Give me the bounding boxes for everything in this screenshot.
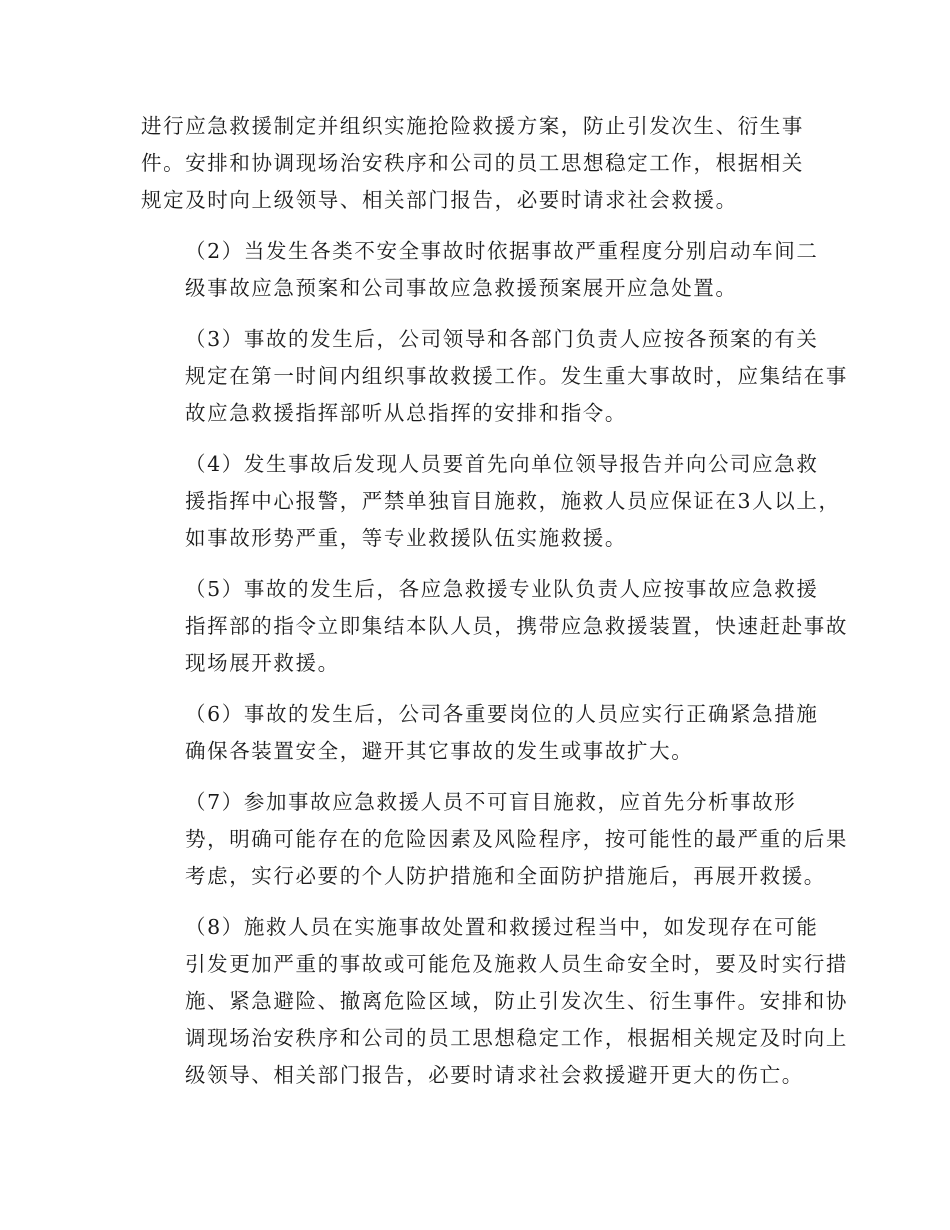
paragraph-line: 如事故形势严重，等专业救援队伍实施救援。 [185,526,627,550]
paragraph-line: （4）发生事故后发现人员要首先向单位领导报告并向公司应急救 [185,452,819,476]
paragraph-line: 进行应急救援制定并组织实施抢险救援方案，防止引发次生、衍生事 [141,114,804,138]
paragraph-6 [141,696,819,770]
paragraph-line: 级事故应急预案和公司事故应急救援预案展开应急处置。 [185,276,738,300]
paragraph-1 [141,108,809,219]
paragraph-line: 势，明确可能存在的危险因素及风险程序，按可能性的最严重的后果 [185,827,848,851]
document-body [141,108,848,1108]
paragraph-line: （5）事故的发生后，各应急救援专业队负责人应按事故应急救援 [185,577,819,601]
paragraph-line: 考虑，实行必要的个人防护措施和全面防护措施后，再展开救援。 [185,864,826,888]
paragraph-line: （7）参加事故应急救援人员不可盲目施救，应首先分析事故形 [185,790,797,814]
paragraph-line: 指挥部的指令立即集结本队人员，携带应急救援装置，快速赶赴事故 [185,614,848,638]
paragraph-line: （8）施救人员在实施事故处置和救援过程当中，如发现存在可能 [185,915,819,939]
paragraph-3 [141,321,848,432]
paragraph-line: 规定及时向上级领导、相关部门报告，必要时请求社会救援。 [141,188,738,212]
paragraph-line: （6）事故的发生后，公司各重要岗位的人员应实行正确紧急措施 [185,702,819,726]
paragraph-7 [141,784,848,895]
paragraph-2 [141,233,819,307]
paragraph-line: 故应急救援指挥部听从总指挥的安排和指令。 [185,401,627,425]
paragraph-line: 级领导、相关部门报告，必要时请求社会救援避开更大的伤亡。 [185,1063,804,1087]
paragraph-line: 援指挥中心报警，严禁单独盲目施救，施救人员应保证在3人以上， [185,489,841,513]
paragraph-line: 调现场治安秩序和公司的员工思想稳定工作，根据相关规定及时向上 [185,1026,848,1050]
paragraph-line: 件。安排和协调现场治安秩序和公司的员工思想稳定工作，根据相关 [141,151,804,175]
paragraph-4 [141,446,841,557]
paragraph-line: 施、紧急避险、撤离危险区域，防止引发次生、衍生事件。安排和协 [185,989,848,1013]
paragraph-5 [141,571,848,682]
paragraph-line: 引发更加严重的事故或可能危及施救人员生命安全时，要及时实行措 [185,952,848,976]
paragraph-line: （3）事故的发生后，公司领导和各部门负责人应按各预案的有关 [185,327,819,351]
paragraph-line: （2）当发生各类不安全事故时依据事故严重程度分别启动车间二 [185,239,819,263]
paragraph-line: 现场展开救援。 [185,651,340,675]
paragraph-8 [141,909,848,1094]
paragraph-line: 确保各装置安全，避开其它事故的发生或事故扩大。 [185,739,694,763]
paragraph-line: 规定在第一时间内组织事故救援工作。发生重大事故时，应集结在事 [185,364,848,388]
